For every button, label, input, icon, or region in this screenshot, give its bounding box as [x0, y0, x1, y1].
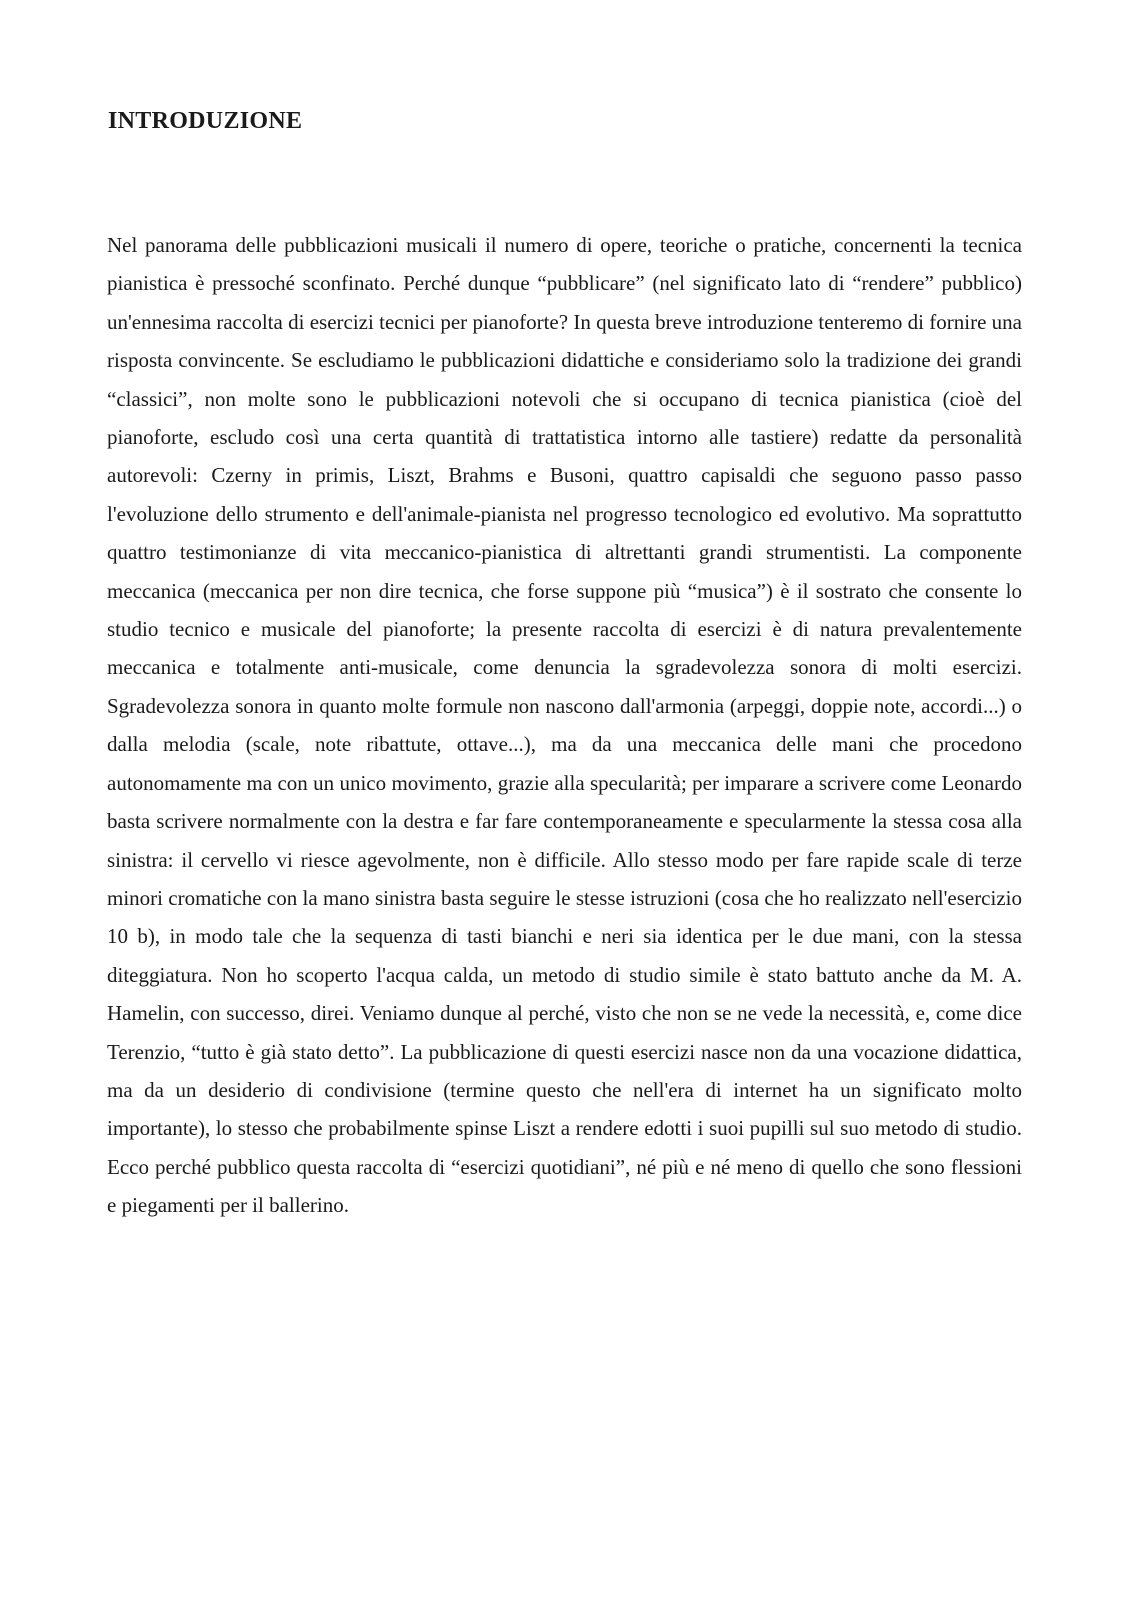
body-paragraph: Nel panorama delle pubblicazioni musicali il numero di opere, teoriche o pratiche, concernenti la tecnica pianistica è pressoché sconfinato. Perché dunque “pubblicare” (nel significato lato di “rendere” pubblico) un'ennesima raccolta di esercizi tecnici per pianoforte? In questa breve introduzione tenteremo di fornire una risposta convincente. Se escludiamo le pubblicazioni didattiche e consideriamo solo la tradizione dei grandi “classici”, non molte sono le pubblicazioni notevoli che si occupano di tecnica pianistica (cioè del pianoforte, escludo così una certa quantità di trattatistica intorno alle tastiere) redatte da personalità autorevoli: Czerny in primis, Liszt, Brahms e Busoni, quattro capisaldi che seguono passo passo l'evoluzione dello strumento e dell'animale-pianista nel progresso tecnologico ed evolutivo. Ma soprattutto quattro testimonianze di vita meccanico-pianistica di altrettanti grandi strumentisti. La componente meccanica (meccanica per non dire tecnica, che forse suppone più “musica”) è il sostrato che consente lo studio tecnico e musicale del pianoforte; la presente raccolta di esercizi è di natura prevalentemente meccanica e totalmente anti-musicale, come denuncia la sgradevolezza sonora di molti esercizi. Sgradevolezza sonora in quanto molte formule non nascono dall'armonia (arpeggi, doppie note, accordi...) o dalla melodia (scale, note ribattute, ottave...), ma da una meccanica delle mani che procedono autonomamente ma con un unico movimento, grazie alla specularità; per imparare a scrivere come Leonardo basta scrivere normalmente con la destra e far fare contemporaneamente e specularmente la stessa cosa alla sinistra: il cervello vi riesce agevolmente, non è difficile. Allo stesso modo per fare rapide scale di terze minori cromatiche con la mano sinistra basta seguire le stesse istruzioni (cosa che ho realizzato nell'esercizio 10 b), in modo tale che la sequenza di tasti bianchi e neri sia identica per le due mani, con la stessa diteggiatura. Non ho scoperto l'acqua calda, un metodo di studio simile è stato battuto anche da M. A. Hamelin, con successo, direi. Veniamo dunque al perché, visto che non se ne vede la necessità, e, come dice Terenzio, “tutto è già stato detto”. La pubblicazione di questi esercizi nasce non da una vocazione didattica, ma da un desiderio di condivisione (termine questo che nell'era di internet ha un significato molto importante), lo stesso che probabilmente spinse Liszt a rendere edotti i suoi pupilli sul suo metodo di studio. Ecco perché pubblico questa raccolta di “esercizi quotidiani”, né più e né meno di quello che sono flessioni e piegamenti per il ballerino. — [107, 233, 1022, 1218]
page-title: INTRODUZIONE — [108, 108, 303, 134]
